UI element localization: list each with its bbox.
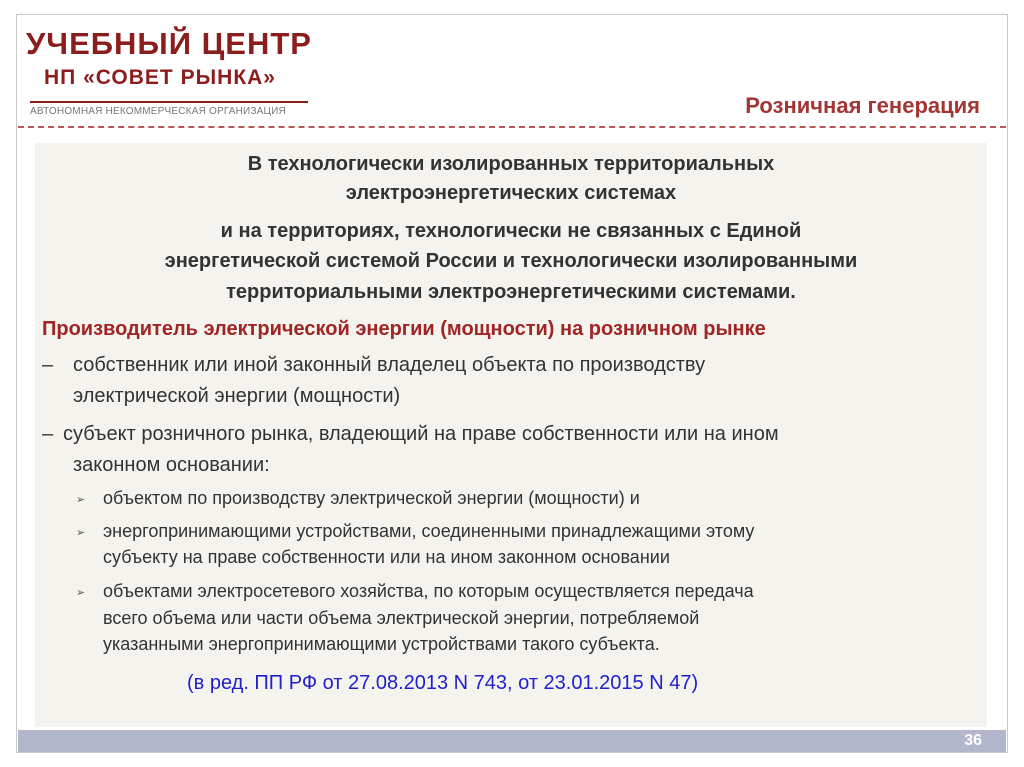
org-subtitle: АВТОНОМНАЯ НЕКОММЕРЧЕСКАЯ ОРГАНИЗАЦИЯ	[30, 106, 286, 117]
intro-line-1: В технологически изолированных территориальных	[247, 153, 775, 175]
sub-item-1-line-1: объектом по производству электрической энергии (мощности) и	[103, 488, 640, 508]
intro-line-5: территориальными электроэнергетическими системами.	[226, 281, 796, 303]
arrow-bullet-icon: ➢	[76, 527, 86, 539]
intro-line-3: и на территориях, технологически не связанных с Единой	[220, 220, 802, 242]
sub-item-3-line-3: указанными энергопринимающими устройствами такого субъекта.	[103, 634, 660, 654]
section-title: Розничная генерация	[745, 93, 980, 118]
sub-item-3-line-2: всего объема или части объема электрической энергии, потребляемой	[103, 608, 700, 628]
logo-divider	[30, 101, 308, 103]
dash-marker: –	[42, 423, 54, 445]
org-name-line2: НП «СОВЕТ РЫНКА»	[44, 66, 276, 89]
org-name-line1: УЧЕБНЫЙ ЦЕНТР	[26, 26, 312, 61]
sub-item-2-line-2: субъекту на праве собственности или на ином законном основании	[103, 547, 670, 567]
footer-bar	[18, 730, 1006, 752]
dash-item-2-line-2: законном основании:	[73, 454, 270, 476]
dash-item-2-line-1: субъект розничного рынка, владеющий на праве собственности или на ином	[63, 423, 779, 445]
arrow-bullet-icon: ➢	[76, 494, 86, 506]
arrow-bullet-icon: ➢	[76, 587, 86, 599]
amendment-note: (в ред. ПП РФ от 27.08.2013 N 743, от 23.01.2015 N 47)	[187, 672, 699, 694]
sub-item-3-line-1: объектами электросетевого хозяйства, по которым осуществляется передача	[103, 581, 754, 601]
dash-marker: –	[42, 354, 54, 376]
intro-line-2: электроэнергетических системах	[345, 182, 677, 204]
sub-item-2-line-1: энергопринимающими устройствами, соединенными принадлежащими этому	[103, 521, 755, 541]
intro-line-4: энергетической системой России и технологически изолированными	[164, 250, 858, 272]
dash-item-1-line-2: электрической энергии (мощности)	[73, 385, 401, 407]
dash-item-1-line-1: собственник или иной законный владелец объекта по производству	[73, 354, 706, 376]
header-divider	[18, 126, 1006, 128]
definition-heading: Производитель электрической энергии (мощности) на розничном рынке	[42, 318, 766, 340]
page-number: 36	[964, 732, 982, 749]
